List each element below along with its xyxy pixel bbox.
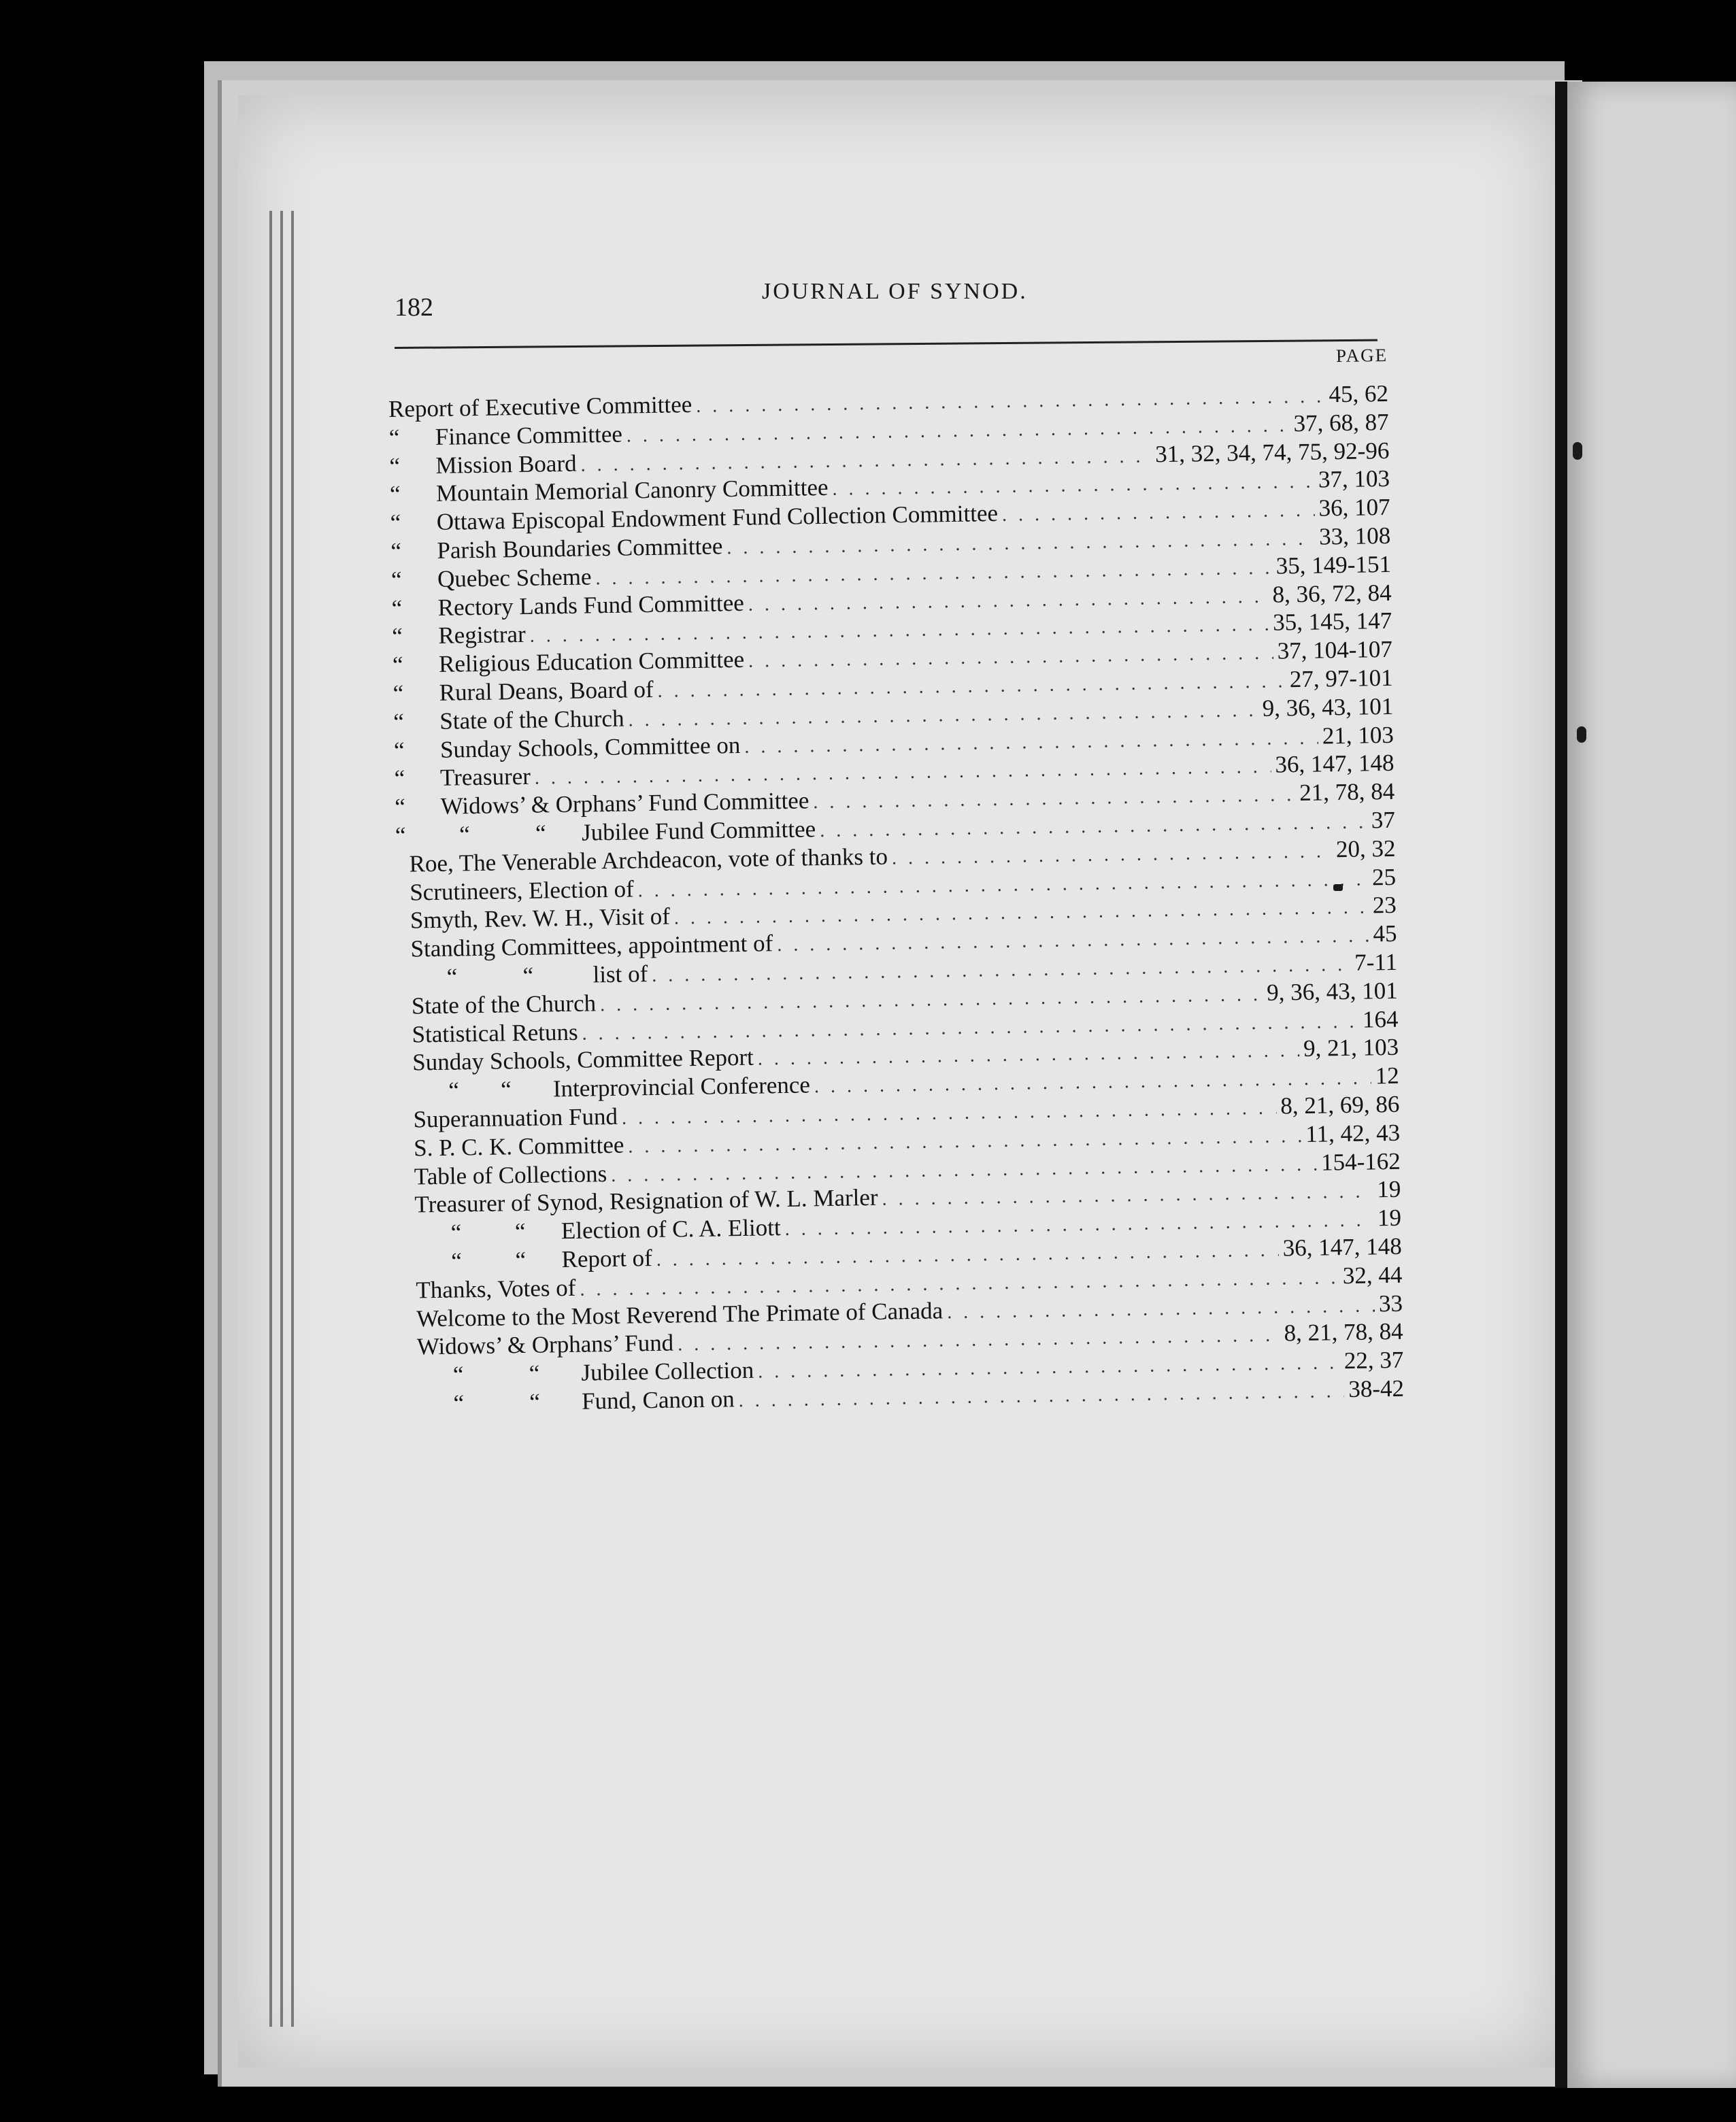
index-entry-label: “ “ Report of xyxy=(415,1245,653,1275)
index-entry-pages: 8, 21, 78, 84 xyxy=(1284,1318,1403,1347)
index-entry-label: “ Sunday Schools, Committee on xyxy=(393,731,741,764)
index-entry-label: “ Mountain Memorial Canonry Committee xyxy=(389,474,829,508)
index-entry-label: “ Quebec Scheme xyxy=(390,563,592,593)
index-entry-pages: 11, 42, 43 xyxy=(1305,1119,1401,1147)
index-entry-pages: 7-11 xyxy=(1354,948,1398,976)
dot-leader xyxy=(1002,500,1315,526)
index-entry-pages: 12 xyxy=(1375,1062,1400,1090)
index-entry-pages: 8, 36, 72, 84 xyxy=(1272,579,1392,608)
index-entry-label: Welcome to the Most Reverend The Primate of Canada xyxy=(416,1296,944,1332)
index-entry-label: Thanks, Votes of xyxy=(416,1274,576,1304)
index-entry-label: Roe, The Venerable Archdeacon, vote of thanks to xyxy=(409,843,888,877)
index-entry-label: “ “ list of xyxy=(410,960,648,991)
index-entry-pages: 19 xyxy=(1377,1176,1401,1203)
index-entry-label: “ Treasurer xyxy=(394,763,531,792)
index-entry-label: “ Religious Education Committee xyxy=(392,646,745,679)
index-entry-pages: 9, 36, 43, 101 xyxy=(1262,692,1394,722)
scan-speck xyxy=(1573,442,1582,460)
index-entry-label: Widows’ & Orphans’ Fund xyxy=(416,1329,674,1360)
index-entry-pages: 19 xyxy=(1377,1204,1402,1232)
index-entry-pages: 45, 62 xyxy=(1329,380,1389,408)
index-entry-pages: 154-162 xyxy=(1320,1147,1401,1176)
index-entry-pages: 25 xyxy=(1371,863,1397,890)
index-entry-label: “ Mission Board xyxy=(389,450,577,479)
index-entry-label: Treasurer of Synod, Resignation of W. L. Marler xyxy=(414,1184,878,1218)
index-entry-pages: 20, 32 xyxy=(1335,835,1396,862)
index-entry-pages: 37, 103 xyxy=(1318,465,1390,493)
index-entry-label: “ Rural Deans, Board of xyxy=(393,675,654,707)
index-entry-label: Superannuation Fund xyxy=(413,1102,618,1133)
index-entry-pages: 21, 78, 84 xyxy=(1299,778,1395,807)
index-entry-label: S. P. C. K. Committee xyxy=(413,1131,624,1162)
index-entry-label: “ Widows’ & Orphans’ Fund Committee xyxy=(395,787,809,821)
facing-page xyxy=(1567,82,1736,2088)
index-entry-pages: 36, 107 xyxy=(1318,494,1390,522)
index-entry-pages: 8, 21, 69, 86 xyxy=(1280,1090,1400,1119)
index-entry-label: “ Rectory Lands Fund Committee xyxy=(391,589,745,622)
index-entry-label: “ Ottawa Episcopal Endowment Fund Collection Committee xyxy=(390,500,999,537)
page-edge-line xyxy=(280,211,283,2027)
scan-speck xyxy=(1577,726,1586,743)
index-entry-pages: 31, 32, 34, 74, 75, 92-96 xyxy=(1154,437,1390,467)
index-entry-pages: 9, 36, 43, 101 xyxy=(1266,977,1399,1006)
index-entry-pages: 38-42 xyxy=(1348,1375,1405,1403)
index-entry-label: Scrutineers, Election of xyxy=(409,875,635,906)
scan-speck xyxy=(1333,884,1343,891)
index-entry-label: “ “ Jubilee Collection xyxy=(417,1356,754,1389)
index-entry-label: “ “ Interprovincial Conference xyxy=(412,1071,811,1105)
index-entry-label: “ “ “ Jubilee Fund Committee xyxy=(395,815,816,849)
index-entry-pages: 22, 37 xyxy=(1343,1346,1404,1375)
index-entry-label: “ Registrar xyxy=(392,621,526,650)
index-entry-label: “ Finance Committee xyxy=(388,420,623,451)
index-entry-label: State of the Church xyxy=(411,990,597,1020)
index-entry-pages: 37, 104-107 xyxy=(1277,636,1393,664)
page-header xyxy=(395,279,1388,320)
index-entry-pages: 37 xyxy=(1371,806,1396,834)
index-entry-pages: 164 xyxy=(1362,1005,1399,1033)
page-number: 182 xyxy=(395,293,433,322)
index-entry-pages: 35, 145, 147 xyxy=(1272,607,1392,636)
index-entry-pages: 36, 147, 148 xyxy=(1282,1232,1402,1262)
index-entry-pages: 9, 21, 103 xyxy=(1303,1034,1399,1062)
index-entry-label: Sunday Schools, Committee Report xyxy=(412,1044,754,1076)
index-entry-label: “ “ Fund, Canon on xyxy=(417,1385,735,1417)
index-entry-pages: 45 xyxy=(1373,920,1397,947)
index-entry-label: “ Parish Boundaries Committee xyxy=(390,533,723,565)
page-edge-line xyxy=(291,211,294,2027)
index-entry-pages: 27, 97-101 xyxy=(1289,664,1393,693)
index-entry-label: Table of Collections xyxy=(414,1160,607,1190)
index-entry-label: Statistical Retuns xyxy=(412,1018,578,1048)
index-entry-pages: 32, 44 xyxy=(1342,1261,1403,1289)
running-title: JOURNAL OF SYNOD. xyxy=(762,279,1028,304)
index-entry-pages: 33 xyxy=(1378,1290,1403,1317)
index-entry-label: “ “ Election of C. A. Eliott xyxy=(414,1214,781,1247)
page-edge-line xyxy=(269,211,272,2027)
index-entry-label: Smyth, Rev. W. H., Visit of xyxy=(410,903,671,934)
index-entry-pages: 23 xyxy=(1372,892,1397,919)
page-column-heading: PAGE xyxy=(1335,344,1388,367)
index-entry-pages: 21, 103 xyxy=(1322,721,1395,750)
index-entry-label: Standing Committees, appointment of xyxy=(410,930,773,962)
index-entry-label: “ State of the Church xyxy=(393,705,624,735)
index-entry-pages: 35, 149-151 xyxy=(1275,550,1392,579)
index-entry-label: Report of Executive Committee xyxy=(388,390,692,422)
index-entry-pages: 33, 108 xyxy=(1318,522,1391,550)
index-entry-pages: 37, 68, 87 xyxy=(1293,408,1389,437)
book-gutter xyxy=(1555,82,1567,2088)
index-entry-pages: 36, 147, 148 xyxy=(1275,750,1395,778)
